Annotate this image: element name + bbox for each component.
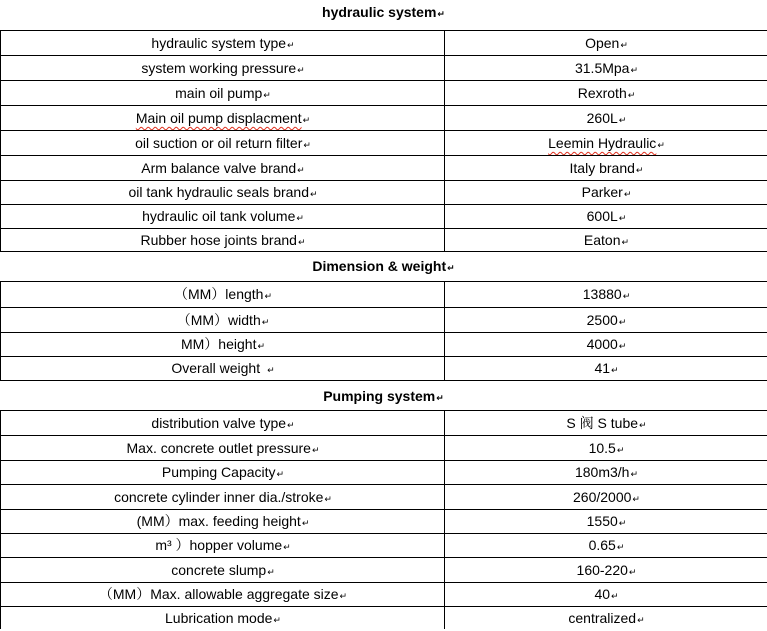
paragraph-mark-icon: ↵ xyxy=(436,393,444,403)
table-row xyxy=(0,460,767,484)
paragraph-mark-icon: ↵ xyxy=(273,615,281,625)
row-label: m³ ）hopper volume xyxy=(155,537,283,553)
section-header-hydraulic xyxy=(0,0,767,30)
table-row xyxy=(0,484,767,509)
row-value: 41 xyxy=(594,360,611,376)
paragraph-mark-icon: ↵ xyxy=(287,420,295,430)
table-row xyxy=(0,435,767,460)
paragraph-mark-icon: ↵ xyxy=(618,115,627,125)
row-label: concrete slump xyxy=(171,562,267,578)
paragraph-mark-icon: ↵ xyxy=(287,40,295,50)
paragraph-mark-icon: ↵ xyxy=(621,237,630,247)
paragraph-mark-icon: ↵ xyxy=(267,567,275,577)
paragraph-mark-icon: ↵ xyxy=(283,542,291,552)
row-value: 260/2000 xyxy=(573,489,632,505)
paragraph-mark-icon: ↵ xyxy=(301,518,310,528)
row-label: oil suction or oil return filter xyxy=(135,135,303,151)
paragraph-mark-icon: ↵ xyxy=(630,65,639,75)
paragraph-mark-icon: ↵ xyxy=(622,291,631,301)
row-value: 0.65 xyxy=(588,537,616,553)
row-label: Lubrication mode xyxy=(165,610,273,626)
row-label: concrete cylinder inner dia./stroke xyxy=(114,489,324,505)
row-value: 160-220 xyxy=(576,562,628,578)
table-row xyxy=(0,557,767,582)
table-row xyxy=(0,582,767,606)
row-label: （MM）length xyxy=(173,286,264,302)
paragraph-mark-icon: ↵ xyxy=(635,165,644,175)
paragraph-mark-icon: ↵ xyxy=(618,317,627,327)
paragraph-mark-icon: ↵ xyxy=(616,445,625,455)
paragraph-mark-icon: ↵ xyxy=(267,365,275,375)
row-label: Overall weight xyxy=(171,360,261,376)
section-title: Dimension & weight xyxy=(312,258,447,274)
table-row xyxy=(0,204,767,228)
table-row xyxy=(0,130,767,155)
paragraph-mark-icon: ↵ xyxy=(620,40,628,50)
paragraph-mark-icon: ↵ xyxy=(447,263,455,273)
row-value: Italy brand xyxy=(569,160,635,176)
section-header-dimension xyxy=(0,251,767,281)
paragraph-mark-icon: ↵ xyxy=(618,518,627,528)
row-value: Leemin Hydraulic xyxy=(548,135,657,151)
row-value: 40 xyxy=(594,586,611,602)
row-label: Pumping Capacity xyxy=(161,464,276,480)
row-label: Arm balance valve brand xyxy=(141,160,297,176)
paragraph-mark-icon: ↵ xyxy=(437,9,445,19)
paragraph-mark-icon: ↵ xyxy=(297,165,305,175)
paragraph-mark-icon: ↵ xyxy=(264,291,272,301)
row-label: （MM）width xyxy=(176,312,261,328)
table-row xyxy=(0,155,767,180)
paragraph-mark-icon: ↵ xyxy=(297,65,305,75)
table-row xyxy=(0,105,767,130)
row-label: main oil pump xyxy=(175,85,263,101)
row-label: Main oil pump displacment xyxy=(135,110,302,126)
section-header-pumping xyxy=(0,380,767,410)
paragraph-mark-icon: ↵ xyxy=(637,615,645,625)
row-value: 600L xyxy=(586,208,618,224)
row-value: S 阀 S tube xyxy=(566,415,639,431)
table-row xyxy=(0,80,767,105)
table-row xyxy=(0,55,767,80)
row-value: 4000 xyxy=(586,336,618,352)
row-value: 180m3/h xyxy=(574,464,630,480)
paragraph-mark-icon: ↵ xyxy=(296,213,304,223)
paragraph-mark-icon: ↵ xyxy=(257,341,265,351)
row-label: distribution valve type xyxy=(151,415,287,431)
section-title: Pumping system xyxy=(323,388,436,404)
table-row xyxy=(0,606,767,629)
paragraph-mark-icon: ↵ xyxy=(630,469,639,479)
row-label: hydraulic oil tank volume xyxy=(142,208,296,224)
row-label: Max. concrete outlet pressure xyxy=(126,440,311,456)
table-row xyxy=(0,509,767,533)
table-row xyxy=(0,180,767,204)
row-label: hydraulic system type xyxy=(151,35,287,51)
paragraph-mark-icon: ↵ xyxy=(657,140,665,150)
paragraph-mark-icon: ↵ xyxy=(261,317,270,327)
paragraph-mark-icon: ↵ xyxy=(611,365,619,375)
table-row xyxy=(0,30,767,55)
paragraph-mark-icon: ↵ xyxy=(276,469,285,479)
row-label: Rubber hose joints brand xyxy=(140,232,297,248)
row-value: Eaton xyxy=(583,232,621,248)
paragraph-mark-icon: ↵ xyxy=(311,445,320,455)
paragraph-mark-icon: ↵ xyxy=(628,567,637,577)
row-value: 1550 xyxy=(586,513,618,529)
paragraph-mark-icon: ↵ xyxy=(618,341,627,351)
paragraph-mark-icon: ↵ xyxy=(632,494,640,504)
section-title: hydraulic system xyxy=(322,4,437,20)
paragraph-mark-icon: ↵ xyxy=(303,140,311,150)
table-row xyxy=(0,332,767,356)
paragraph-mark-icon: ↵ xyxy=(627,90,636,100)
row-label: （MM）Max. allowable aggregate size xyxy=(98,586,339,602)
table-row xyxy=(0,228,767,251)
paragraph-mark-icon: ↵ xyxy=(611,591,619,601)
row-value: 31.5Mpa xyxy=(574,60,630,76)
paragraph-mark-icon: ↵ xyxy=(616,542,625,552)
paragraph-mark-icon: ↵ xyxy=(310,189,318,199)
paragraph-mark-icon: ↵ xyxy=(623,189,632,199)
paragraph-mark-icon: ↵ xyxy=(324,494,332,504)
paragraph-mark-icon: ↵ xyxy=(263,90,271,100)
row-value: 2500 xyxy=(586,312,618,328)
row-value: 10.5 xyxy=(588,440,616,456)
paragraph-mark-icon: ↵ xyxy=(639,420,647,430)
paragraph-mark-icon: ↵ xyxy=(339,591,348,601)
table-row xyxy=(0,410,767,435)
row-label: MM）height xyxy=(180,336,257,352)
row-value: 13880 xyxy=(582,286,622,302)
paragraph-mark-icon: ↵ xyxy=(297,237,306,247)
paragraph-mark-icon: ↵ xyxy=(618,213,627,223)
row-label: (MM）max. feeding height xyxy=(136,513,301,529)
table-row xyxy=(0,281,767,307)
paragraph-mark-icon: ↵ xyxy=(302,115,311,125)
row-value: Rexroth xyxy=(577,85,627,101)
row-value: centralized xyxy=(568,610,637,626)
table-row xyxy=(0,533,767,557)
row-label: oil tank hydraulic seals brand xyxy=(128,184,309,200)
row-value: Parker xyxy=(581,184,623,200)
table-row xyxy=(0,356,767,380)
row-label: system working pressure xyxy=(141,60,297,76)
row-value: 260L xyxy=(586,110,618,126)
table-row xyxy=(0,307,767,332)
row-value: Open xyxy=(585,35,620,51)
